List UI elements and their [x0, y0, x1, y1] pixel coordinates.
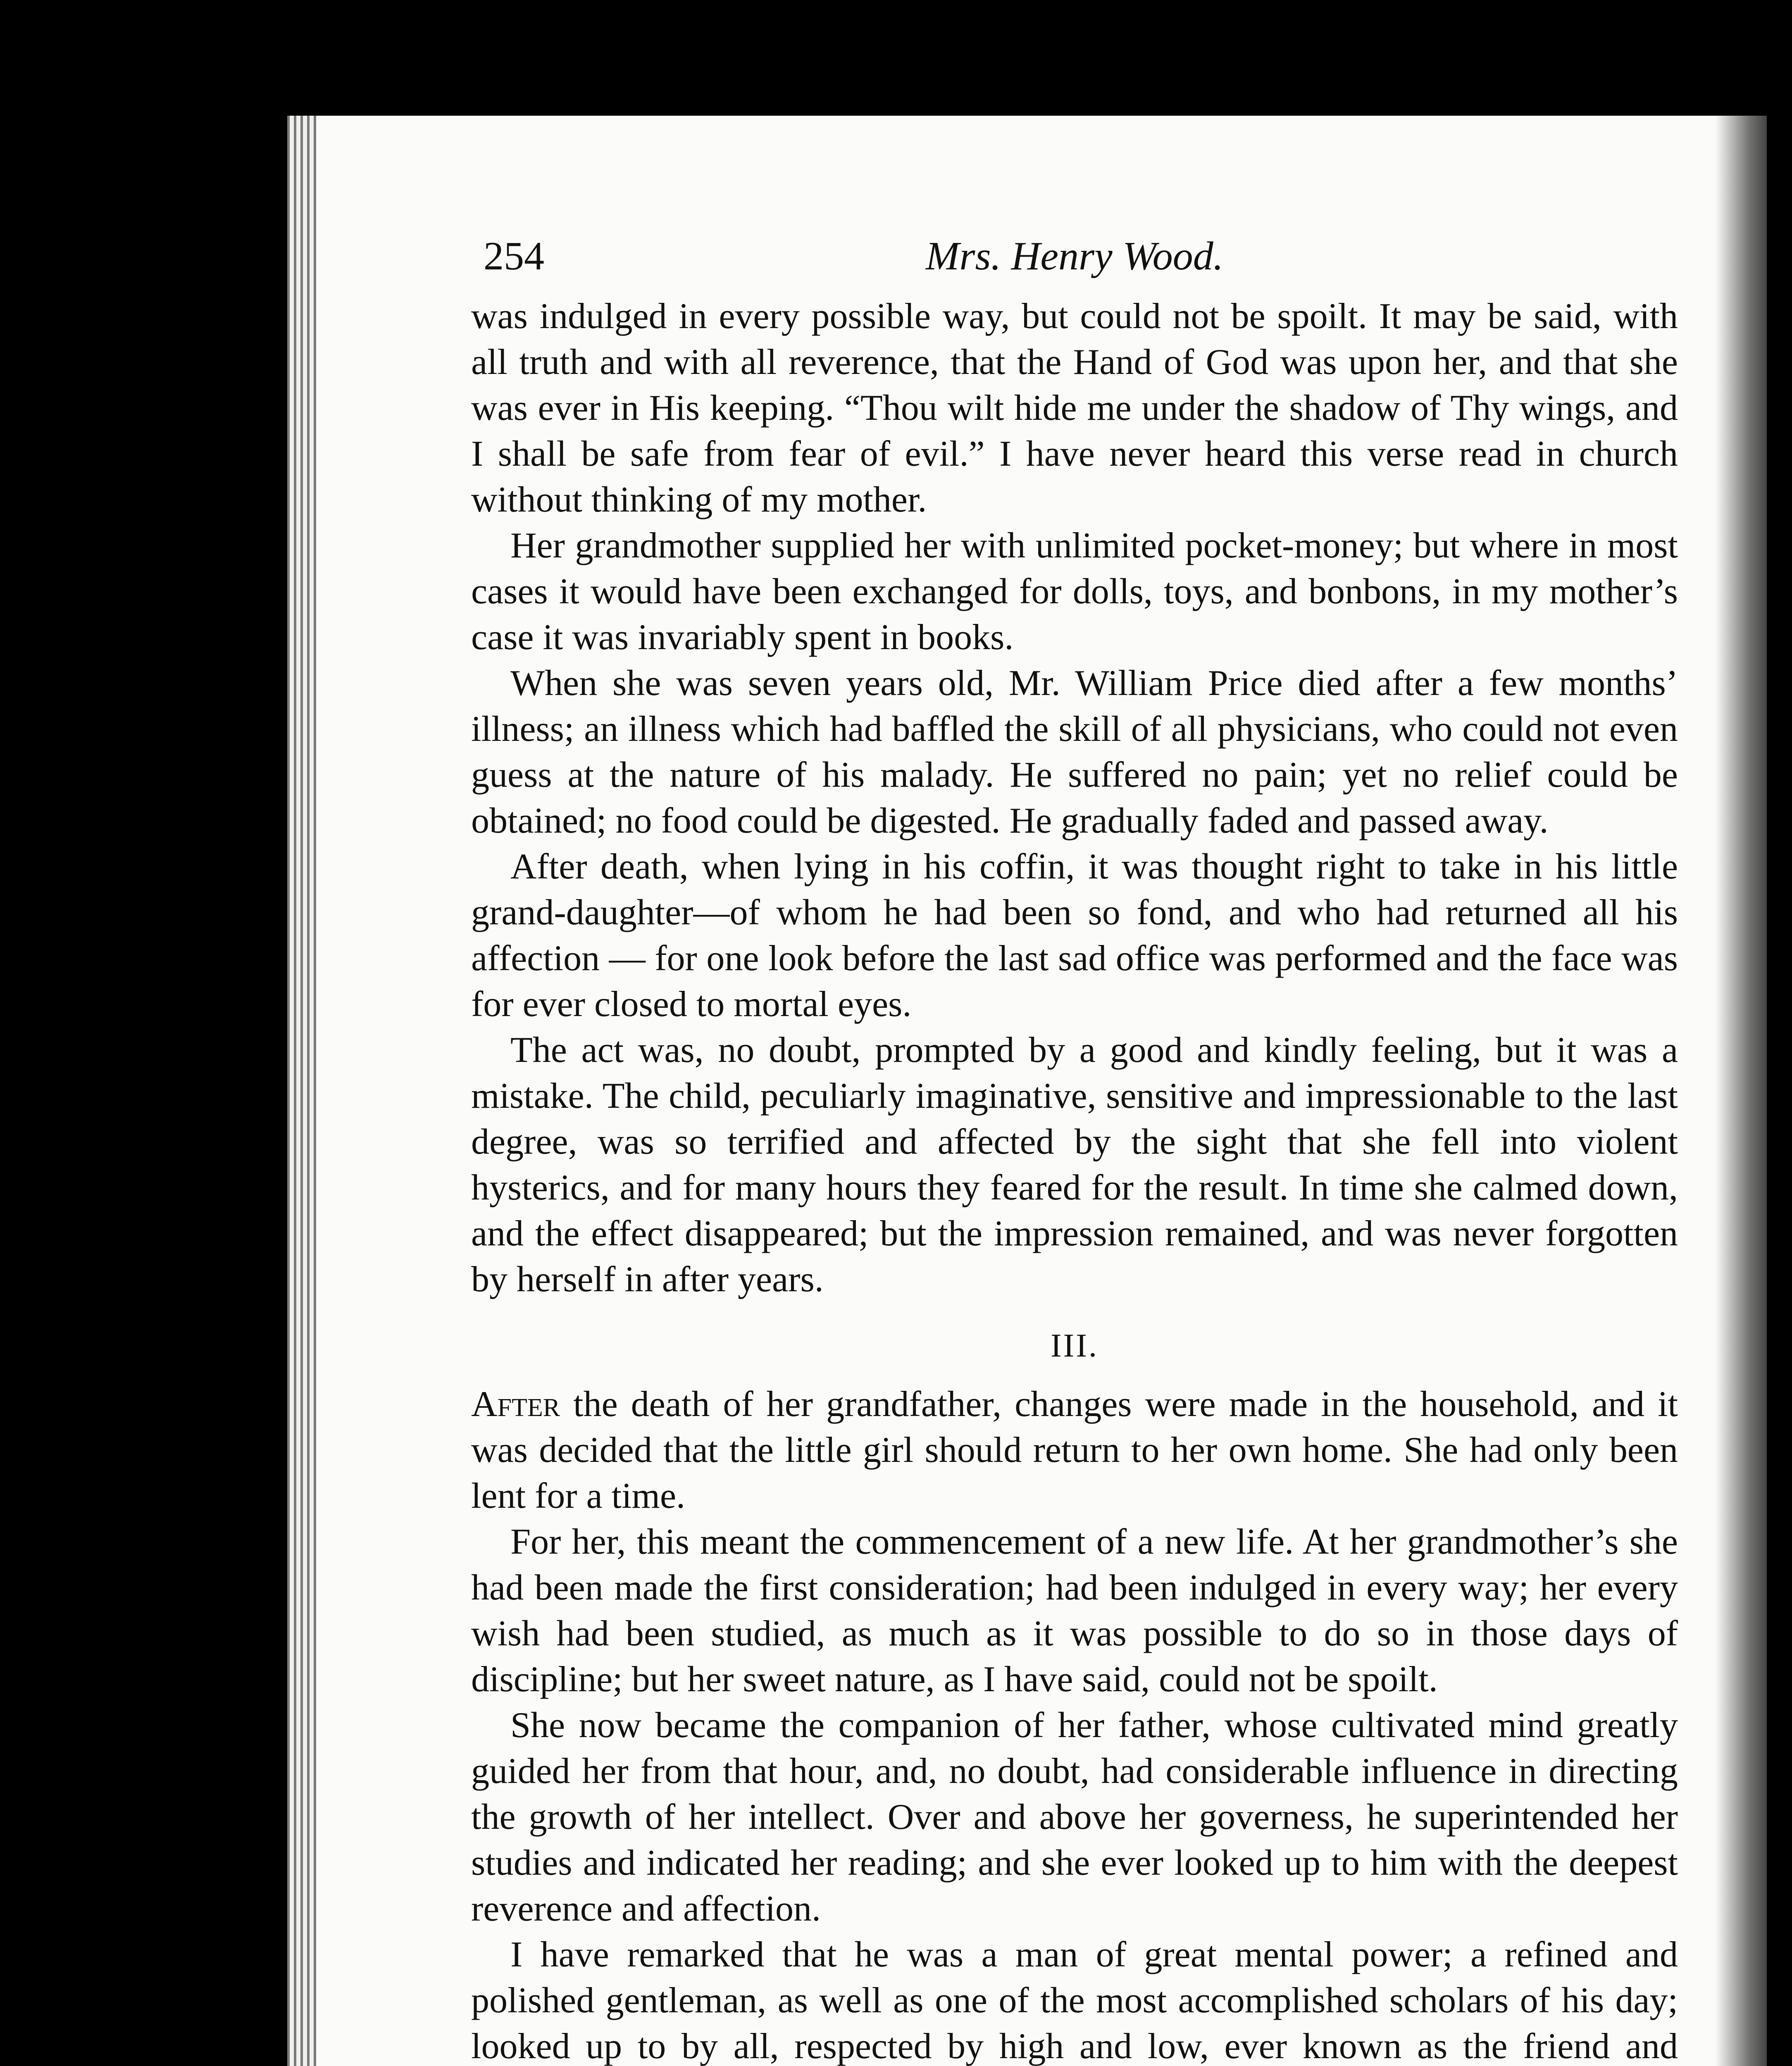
- page-number: 254: [484, 234, 544, 278]
- paragraph-new-life: For her, this meant the commencement of a new life. At her grandmother’s she had been made the first consideration; had been indulged in every way; her every wish had been studied, as much as it was possible to do so in those days of discipline; but her sweet nature, as I have said, could not be spoilt.: [471, 1522, 1678, 1699]
- binding-shadow: [1715, 116, 1792, 2066]
- paragraph-hysterics: The act was, no doubt, prompted by a good and kindly feeling, but it was a mistake. The child, peculiarly imaginative, sensitive and impressionable to the last degree, was so terrified and affected by the sight that she fell into violent hysterics, and for many hours they feared for the result. In time she calmed down, and the effect disappeared; but the impression remained, and was never forgotten by herself in after years.: [471, 1030, 1678, 1300]
- paragraph-coffin: After death, when lying in his coffin, it was thought right to take in his little grand-daughter—of whom he had been so fond, and who had returned all his affection — for one look before the last sad office was performed and the face was for ever closed to mortal eyes.: [471, 847, 1678, 1024]
- section-opening-word: After: [471, 1384, 560, 1424]
- paragraph-grandfather-death: When she was seven years old, Mr. William Price died after a few months’ illness; an illness which had baffled the skill of all physicians, who could not even guess at the nature of his malady. He suffered no pain; yet no relief could be obtained; no food could be digested. He gradually faded and passed away.: [471, 663, 1678, 841]
- section-opening-text: the death of her grandfather, changes were made in the household, and it was decided that the little girl should return to her own home. She had only been lent for a time.: [471, 1384, 1678, 1516]
- paragraph-father-character: I have remarked that he was a man of great mental power; a refined and polished gentleman, as well as one of the most accomplished scholars of his day; looked up to by all, respected by high and low, ever known as the friend and: [471, 1935, 1678, 2066]
- page-text-block: [471, 231, 1678, 2066]
- running-title: Mrs. Henry Wood.: [925, 234, 1224, 278]
- section-number: III.: [1051, 1328, 1099, 1364]
- paragraph-father-companion: She now became the companion of her father, whose cultivated mind greatly guided her from that hour, and, no doubt, had considerable influence in directing the growth of her intellect. Over and above her governess, he superintended her studies and indicated her reading; and she ever looked up to him with the deepest reverence and affection.: [471, 1705, 1678, 1929]
- paragraph-section-opening: [471, 1381, 1678, 1519]
- running-head: [471, 231, 1678, 285]
- paragraph-continuation: was indulged in every possible way, but could not be spoilt. It may be said, with all truth and with all reverence, that the Hand of God was upon her, and that she was ever in His keeping. “Thou wilt hide me under the shadow of Thy wings, and I shall be safe from fear of evil.” I have never heard this verse read in church without thinking of my mother.: [471, 296, 1678, 520]
- page-gutter-edge: [287, 116, 316, 2066]
- paragraph-pocket-money: Her grandmother supplied her with unlimited pocket-money; but where in most cases it would have been exchanged for dolls, toys, and bonbons, in my mother’s case it was invariably spent in books.: [471, 526, 1678, 657]
